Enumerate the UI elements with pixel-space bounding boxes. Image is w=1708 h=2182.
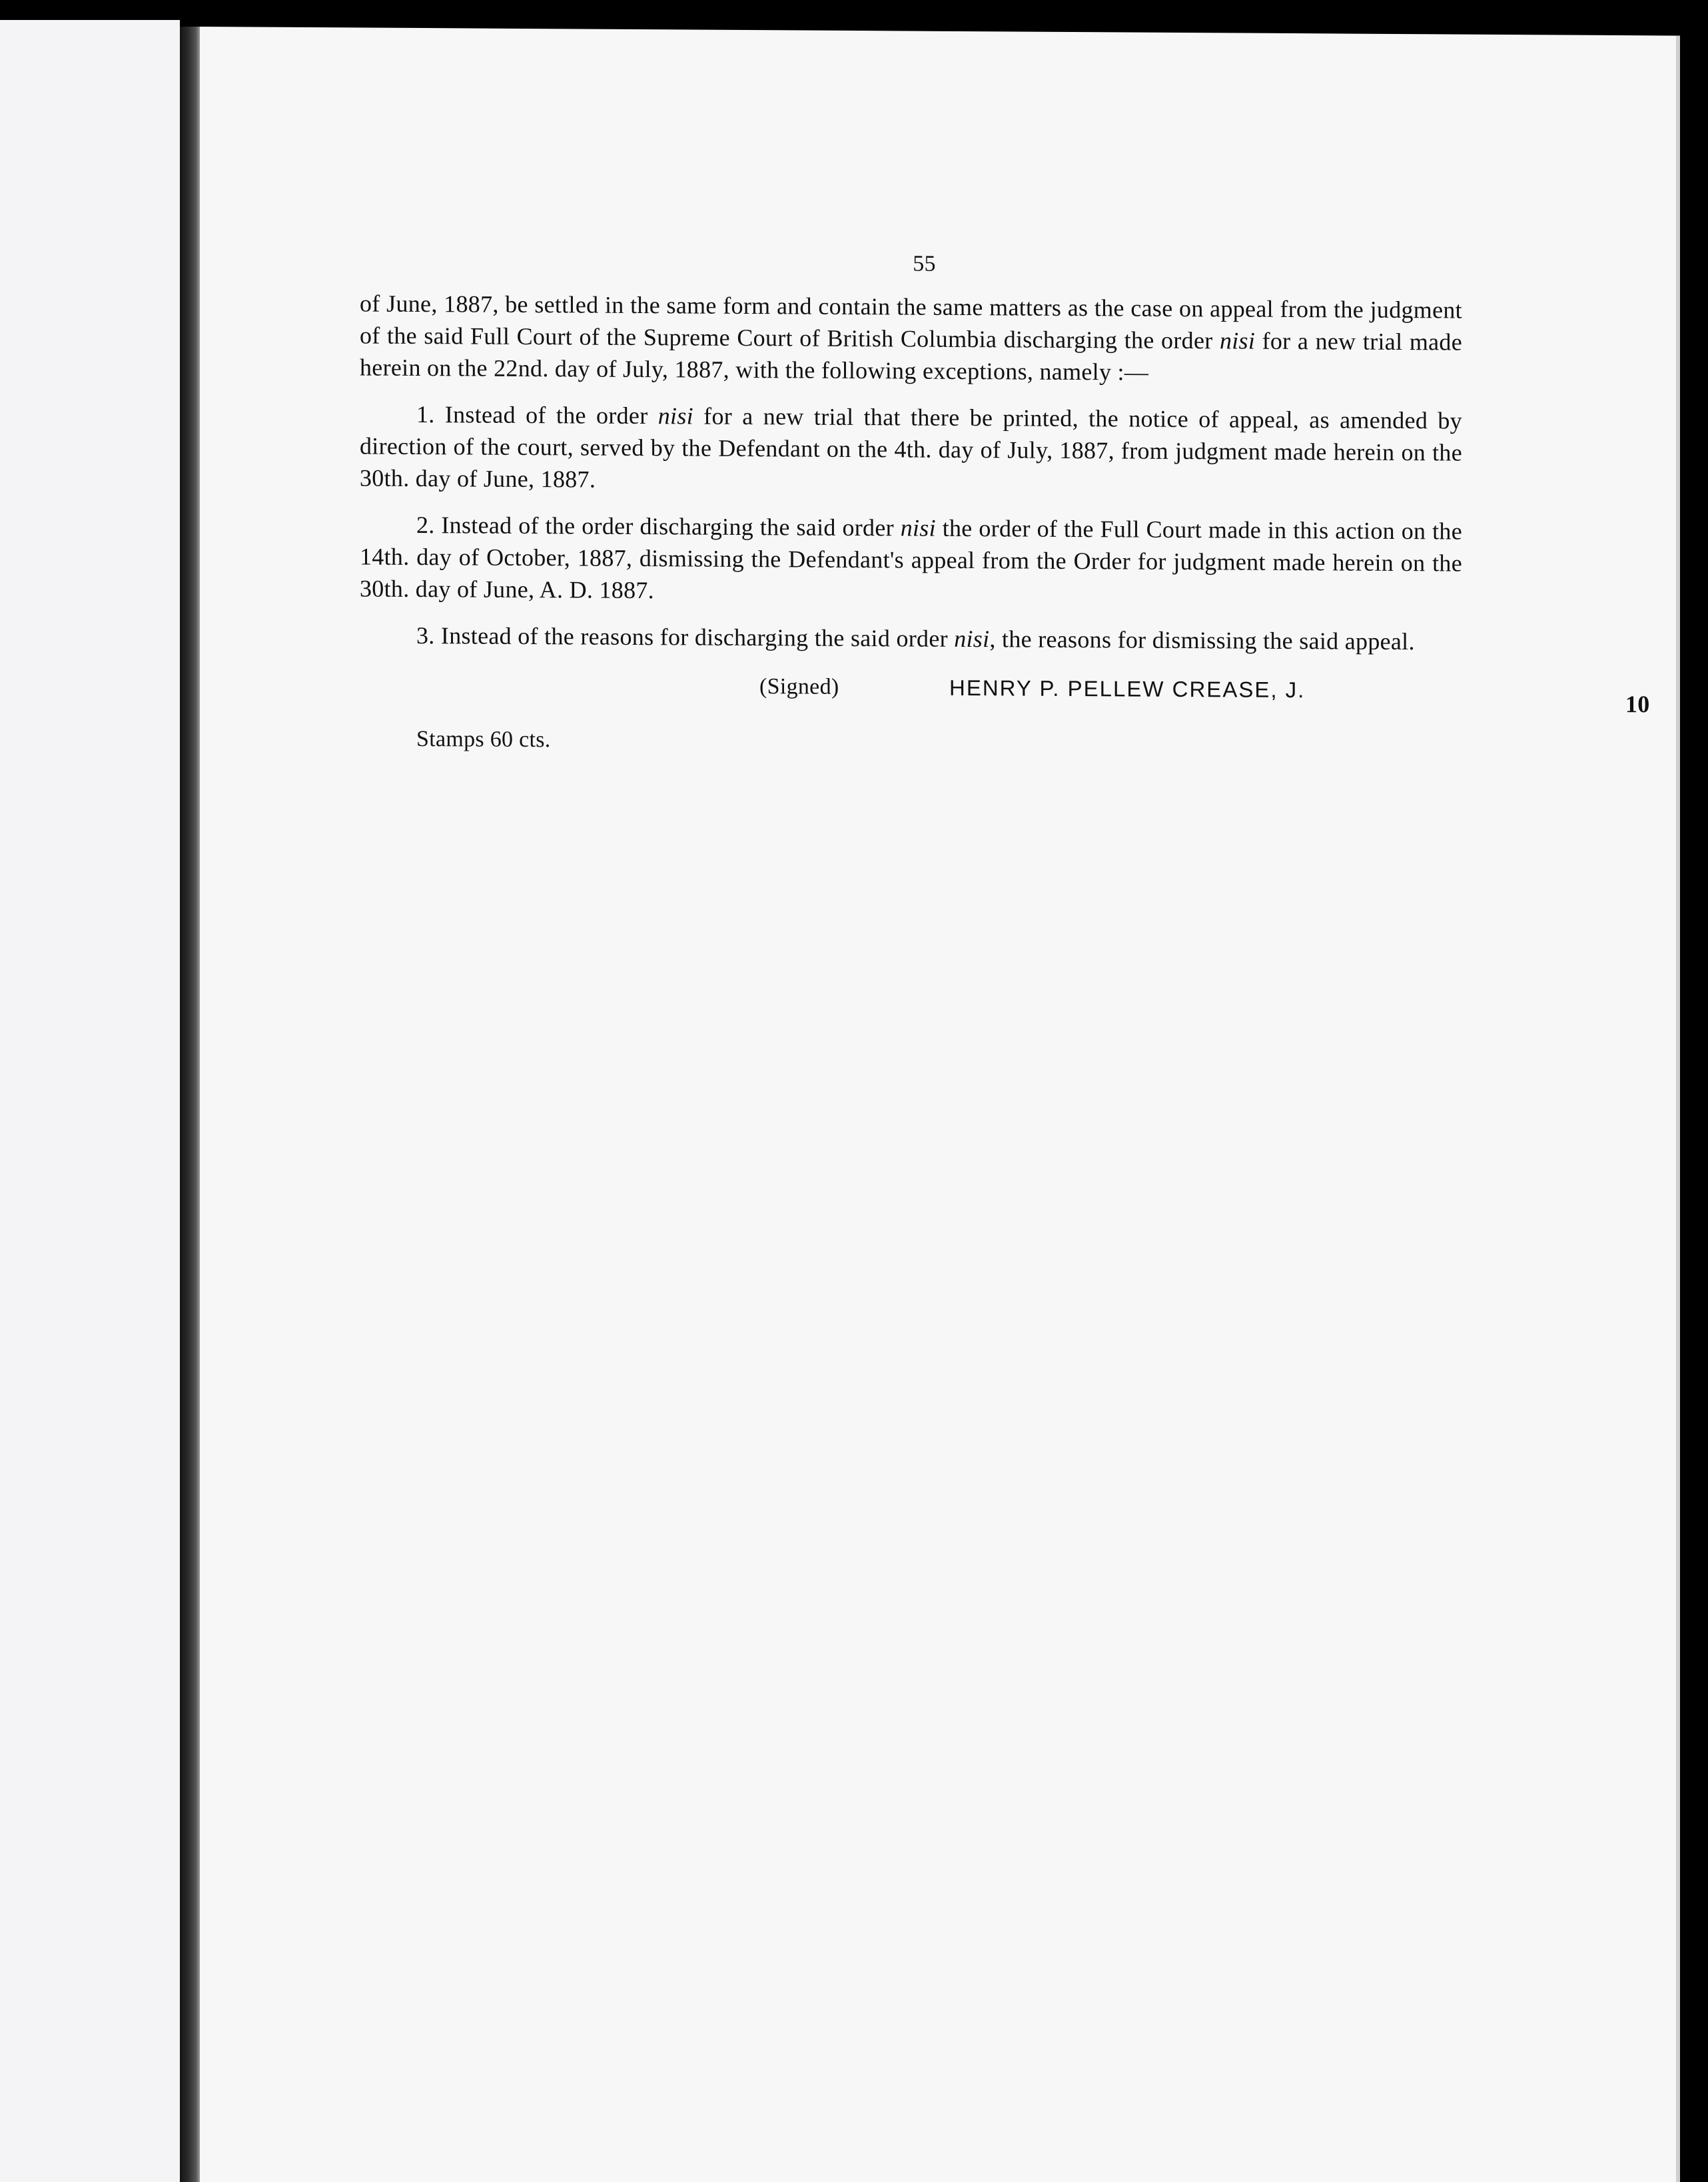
item2-text-end: the order of the Full Court made in this action on the 14th. day of October, 1887, dismissing the Defendant's appeal from the Order for judgment made herein on the 30th. day of June, A. D. 1887. [360,514,1462,604]
previous-page-edge [0,20,180,2182]
item3-text-start: 3. Instead of the reasons for discharging the said order [416,621,955,652]
page-number: 55 [913,251,936,276]
item1-italic-nisi: nisi [657,402,693,430]
document-page [200,27,1680,2182]
intro-italic-nisi: nisi [1219,327,1256,354]
margin-line-number: 10 [1625,691,1650,718]
signatory-name: HENRY P. PELLEW CREASE, J. [949,675,1306,703]
item2-text-start: 2. Instead of the order discharging the said order [416,511,901,542]
item3-italic-nisi: nisi [954,625,990,653]
exception-item-3 [360,619,1462,657]
signature-line [360,668,1462,707]
item2-italic-nisi: nisi [900,514,936,542]
page-edge [1676,36,1680,2182]
item1-text-end: for a new trial that there be printed, the notice of appeal, as amended by direction of the court, served by the Defendant on the 4th. day of July, 1887, from judgment made herein on the 30th. day of June, 1887. [360,402,1462,493]
page-content [360,247,1650,761]
intro-text-start: of June, 1887, be settled in the same form and contain the same matters as the case on appeal from the judgment of the said Full Court of the Supreme Court of British Columbia discharging the order [360,290,1462,354]
intro-paragraph [360,287,1462,390]
exception-item-1 [360,398,1462,500]
stamps-note: Stamps 60 cts. [416,726,551,753]
intro-text-end: for a new trial made herein on the 22nd. day of July, 1887, with the following exceptions, namely :— [360,327,1462,386]
signed-label: (Signed) [759,674,839,699]
exception-item-2 [360,508,1462,611]
book-spine [180,27,200,2182]
item1-text-start: 1. Instead of the order [416,400,658,430]
item3-text-end: , the reasons for dismissing the said appeal. [989,625,1415,655]
